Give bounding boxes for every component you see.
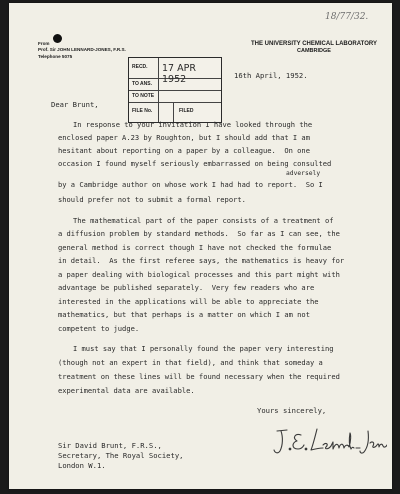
stamp-to-note-label: TO NOTE [132,93,155,99]
body-line: a paper dealing with biological processes and this part might with [58,270,340,279]
stamp-file-no-label: FILE No. [132,108,153,114]
stamp-date: 17 APR 1952 [162,63,196,85]
sender-block [38,41,126,60]
pencil-reference: 18/77/32. [325,12,369,22]
letter-page [9,3,392,489]
body-line: experimental data are available. [58,386,195,395]
body-line: competent to judge. [58,324,140,333]
body-line: mathematics, but that perhaps is a matter on which I am not [58,310,310,319]
letter-date: 16th April, 1952. [234,71,308,80]
body-line: enclosed paper A.23 by Roughton, but I should add that I am [58,133,310,142]
sender-telephone: Telephone 5075 [38,53,73,59]
letterhead [241,40,387,55]
body-line: The mathematical part of the paper consists of a treatment of [73,216,334,225]
handwritten-signature [271,423,387,459]
body-line: should prefer not to submit a formal report. [58,195,246,204]
sender-name: Prof. Sir JOHN LENNARD-JONES, F.R.S. [38,47,126,53]
body-line: advantage be published separately. Very few readers who are [58,283,315,292]
salutation: Dear Brunt, [51,100,99,109]
stamp-to-ans-label: TO ANS. [132,81,153,87]
body-line: by a Cambridge author on whose work I had had to report. So I [58,180,323,189]
body-line: occasion I found myself seriously embarrassed on being consulted [58,159,332,168]
body-line: treatment on these lines will be found necessary when the required [58,372,340,381]
body-line: hesitant about reporting on a paper by a colleague. On one [58,146,310,155]
body-line: (though not an expert in that field), and think that someday a [58,358,323,367]
recipient-line: London W.1. [58,461,106,470]
body-line: interested in the applications will be able to appreciate the [58,297,319,306]
inserted-word: adversely [286,170,321,177]
institution-city: CAMBRIDGE [297,48,331,54]
recipient-line: Secretary, The Royal Society, [58,451,184,460]
received-stamp [128,57,222,123]
sender-from: From [38,41,50,46]
institution-name: THE UNIVERSITY CHEMICAL LABORATORY [250,41,377,47]
recipient-line: Sir David Brunt, F.R.S., [58,441,162,450]
closing: Yours sincerely, [257,406,327,415]
body-line: In response to your invitation I have looked through the [73,120,313,129]
stamp-recd-label: RECD. [132,64,148,70]
stamp-filed-label: FILED [179,108,194,114]
body-line: I must say that I personally found the paper very interesting [73,344,334,353]
body-line: in detail. As the first referee says, the mathematics is heavy for [58,256,345,265]
body-line: general method is correct though I have not checked the formulae [58,243,332,252]
body-line: a diffusion problem by standard methods. So far as I can see, the [58,229,340,238]
